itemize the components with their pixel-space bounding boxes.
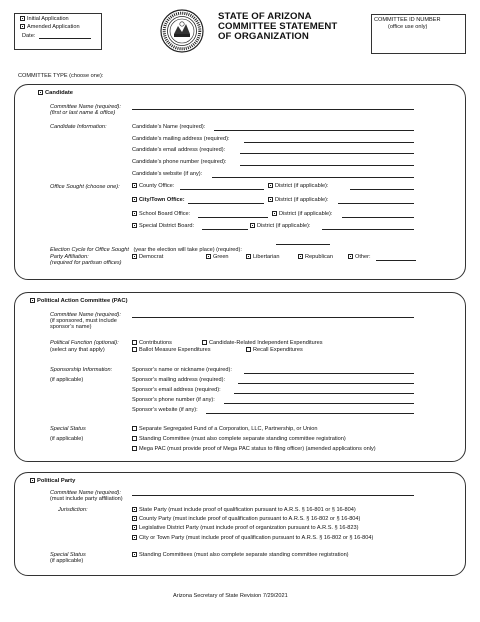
pac-special-status-sub: (if applicable) xyxy=(50,436,84,442)
candidate-name-field[interactable] xyxy=(214,130,414,131)
candidate-email-field[interactable] xyxy=(240,153,414,154)
sponsor-phone-field[interactable] xyxy=(224,403,414,404)
candidate-checkbox[interactable] xyxy=(38,90,43,95)
democrat-checkbox[interactable] xyxy=(132,254,137,259)
candidate-heading[interactable]: Candidate xyxy=(38,90,73,97)
school-board-field[interactable] xyxy=(198,217,268,218)
sponsor-phone-label: Sponsor’s phone number (if any): xyxy=(132,397,215,403)
candidate-mailing-field[interactable] xyxy=(244,142,414,143)
city-district-field[interactable] xyxy=(338,203,414,204)
county-district-option[interactable]: District (if applicable): xyxy=(268,183,328,190)
pac-name-label: Committee Name (required): xyxy=(50,312,121,318)
ssf-option[interactable]: Separate Segregated Fund of a Corporation, LLC, Partnership, or Union xyxy=(132,426,318,433)
candidate-email-label: Candidate’s email address (required): xyxy=(132,147,226,153)
city-district-option[interactable]: District (if applicable): xyxy=(268,197,328,204)
amended-application-option[interactable]: Amended Application xyxy=(20,24,80,31)
committee-type-label: COMMITTEE TYPE (choose one): xyxy=(18,73,104,79)
city-town-party-checkbox[interactable] xyxy=(132,535,137,540)
party-standing-committees-option[interactable]: Standing Committees (must also complete separate standing committee registration) xyxy=(132,552,349,559)
legislative-district-party-checkbox[interactable] xyxy=(132,525,137,530)
city-district-checkbox[interactable] xyxy=(268,197,273,202)
special-district-district-field[interactable] xyxy=(322,229,414,230)
county-district-field[interactable] xyxy=(350,189,414,190)
pac-heading[interactable]: Political Action Committee (PAC) xyxy=(30,298,128,305)
political-party-checkbox[interactable] xyxy=(30,478,35,483)
standing-committee-checkbox[interactable] xyxy=(132,436,137,441)
mega-pac-option[interactable]: Mega PAC (must provide proof of Mega PAC status to filing officer) (amended applications only) xyxy=(132,446,376,453)
city-office-field[interactable] xyxy=(188,203,264,204)
party-democrat-option[interactable]: Democrat xyxy=(132,254,163,261)
initial-application-checkbox[interactable] xyxy=(20,16,25,21)
sponsor-mailing-field[interactable] xyxy=(238,383,414,384)
school-board-option[interactable]: School Board Office: xyxy=(132,211,190,218)
city-office-checkbox[interactable] xyxy=(132,197,137,202)
recall-option[interactable]: Recall Expenditures xyxy=(246,347,303,354)
school-district-field[interactable] xyxy=(342,217,414,218)
legislative-district-party-option[interactable]: Legislative District Party (must include proof of organization pursuant to A.R.S. § 16-823) xyxy=(132,525,359,532)
sponsor-email-field[interactable] xyxy=(234,393,414,394)
contributions-checkbox[interactable] xyxy=(132,340,137,345)
amended-application-checkbox[interactable] xyxy=(20,24,25,29)
mega-pac-checkbox[interactable] xyxy=(132,446,137,451)
footer-revision: Arizona Secretary of State Revision 7/29/2021 xyxy=(173,593,288,599)
green-checkbox[interactable] xyxy=(206,254,211,259)
standing-committee-option[interactable]: Standing Committee (must also complete separate standing committee registration) xyxy=(132,436,346,443)
candidate-committee-name-field[interactable] xyxy=(132,109,414,110)
jurisdiction-label: Jurisdiction: xyxy=(58,507,88,513)
county-party-checkbox[interactable] xyxy=(132,516,137,521)
ballot-measure-option[interactable]: Ballot Measure Expenditures xyxy=(132,347,211,354)
pac-checkbox[interactable] xyxy=(30,298,35,303)
county-party-option[interactable]: County Party (must include proof of qualification pursuant to A.R.S. § 16-802 or § 16-804) xyxy=(132,516,360,523)
candidate-ie-checkbox[interactable] xyxy=(202,340,207,345)
committee-id-note: (office use only) xyxy=(388,24,428,30)
special-district-option[interactable]: Special District Board: xyxy=(132,223,194,230)
party-affiliation-label: Party Affiliation: xyxy=(50,254,89,260)
political-party-heading[interactable]: Political Party xyxy=(30,478,75,485)
state-seal-icon xyxy=(160,9,204,53)
date-field[interactable] xyxy=(39,38,91,39)
candidate-name-sub: (first or last name & office) xyxy=(50,110,116,116)
party-green-option[interactable]: Green xyxy=(206,254,229,261)
form-title xyxy=(218,12,337,42)
candidate-phone-label: Candidate’s phone number (required): xyxy=(132,159,227,165)
ssf-checkbox[interactable] xyxy=(132,426,137,431)
party-name-sub: (must include party affiliation) xyxy=(50,496,123,502)
republican-checkbox[interactable] xyxy=(298,254,303,259)
election-cycle-label: Election Cycle for Office Sought (year the election will take place) (required): xyxy=(50,247,242,253)
school-district-option[interactable]: District (if applicable): xyxy=(272,211,332,218)
office-sought-label: Office Sought (choose one): xyxy=(50,184,120,190)
pac-name-sub1: (if sponsored, must include xyxy=(50,318,117,324)
title-line-3: OF ORGANIZATION xyxy=(218,31,309,42)
contributions-option[interactable]: Contributions xyxy=(132,340,172,347)
party-special-status-sub: (if applicable) xyxy=(50,558,84,564)
election-cycle-field[interactable] xyxy=(276,244,330,245)
state-party-option[interactable]: State Party (must include proof of qualification pursuant to A.R.S. § 16-801 or § 16-804) xyxy=(132,507,356,514)
city-office-option[interactable]: City/Town Office: xyxy=(132,197,185,204)
recall-checkbox[interactable] xyxy=(246,347,251,352)
title-line-2: COMMITTEE STATEMENT xyxy=(218,21,338,32)
city-town-party-option[interactable]: City or Town Party (must include proof of qualification pursuant to A.R.S. § 16-802 or § 16-804) xyxy=(132,535,373,542)
party-republican-option[interactable]: Republican xyxy=(298,254,333,261)
committee-id-label: COMMITTEE ID NUMBER xyxy=(374,17,441,23)
special-district-district-option[interactable]: District (if applicable): xyxy=(250,223,310,230)
candidate-website-label: Candidate’s website (if any): xyxy=(132,171,203,177)
candidate-name-field-label: Candidate’s Name (required): xyxy=(132,124,206,130)
special-district-checkbox[interactable] xyxy=(132,223,137,228)
county-office-field[interactable] xyxy=(180,189,264,190)
party-affiliation-sub: (required for partisan offices) xyxy=(50,260,122,266)
sponsor-name-label: Sponsor’s name or nickname (required): xyxy=(132,367,232,373)
party-other-field[interactable] xyxy=(376,260,416,261)
political-function-sub: (select any that apply) xyxy=(50,347,105,353)
libertarian-checkbox[interactable] xyxy=(246,254,251,259)
initial-application-option[interactable]: Initial Application xyxy=(20,16,69,23)
county-office-checkbox[interactable] xyxy=(132,183,137,188)
candidate-name-label: Committee Name (required): xyxy=(50,104,121,110)
other-checkbox[interactable] xyxy=(348,254,353,259)
date-label: Date: xyxy=(22,33,36,39)
political-function-label: Political Function (optional): xyxy=(50,340,119,346)
school-district-checkbox[interactable] xyxy=(272,211,277,216)
sponsor-name-field[interactable] xyxy=(244,373,414,374)
party-name-label: Committee Name (required): xyxy=(50,490,121,496)
ballot-measure-checkbox[interactable] xyxy=(132,347,137,352)
sponsorship-label: Sponsorship Information: xyxy=(50,367,113,373)
sponsor-website-field[interactable] xyxy=(206,413,414,414)
party-other-option[interactable]: Other: xyxy=(348,254,371,261)
candidate-info-label: Candidate Information: xyxy=(50,124,107,130)
party-standing-committees-checkbox[interactable] xyxy=(132,552,137,557)
candidate-ie-option[interactable]: Candidate-Related Independent Expenditures xyxy=(202,340,323,347)
county-office-option[interactable]: County Office: xyxy=(132,183,174,190)
sponsor-website-label: Sponsor’s website (if any): xyxy=(132,407,198,413)
candidate-mailing-label: Candidate’s mailing address (required): xyxy=(132,136,230,142)
sponsorship-sub: (if applicable) xyxy=(50,377,84,383)
title-line-1: STATE OF ARIZONA xyxy=(218,11,312,22)
candidate-phone-field[interactable] xyxy=(240,165,414,166)
pac-name-sub2: sponsor’s name) xyxy=(50,324,92,330)
pac-committee-name-field[interactable] xyxy=(132,317,414,318)
party-committee-name-field[interactable] xyxy=(132,495,414,496)
sponsor-email-label: Sponsor’s email address (required): xyxy=(132,387,221,393)
candidate-website-field[interactable] xyxy=(212,177,414,178)
sponsor-mailing-label: Sponsor’s mailing address (required): xyxy=(132,377,226,383)
special-district-district-checkbox[interactable] xyxy=(250,223,255,228)
county-district-checkbox[interactable] xyxy=(268,183,273,188)
party-special-status-label: Special Status xyxy=(50,552,86,558)
special-district-field[interactable] xyxy=(202,229,248,230)
school-board-checkbox[interactable] xyxy=(132,211,137,216)
state-party-checkbox[interactable] xyxy=(132,507,137,512)
pac-special-status-label: Special Status xyxy=(50,426,86,432)
party-libertarian-option[interactable]: Libertarian xyxy=(246,254,279,261)
